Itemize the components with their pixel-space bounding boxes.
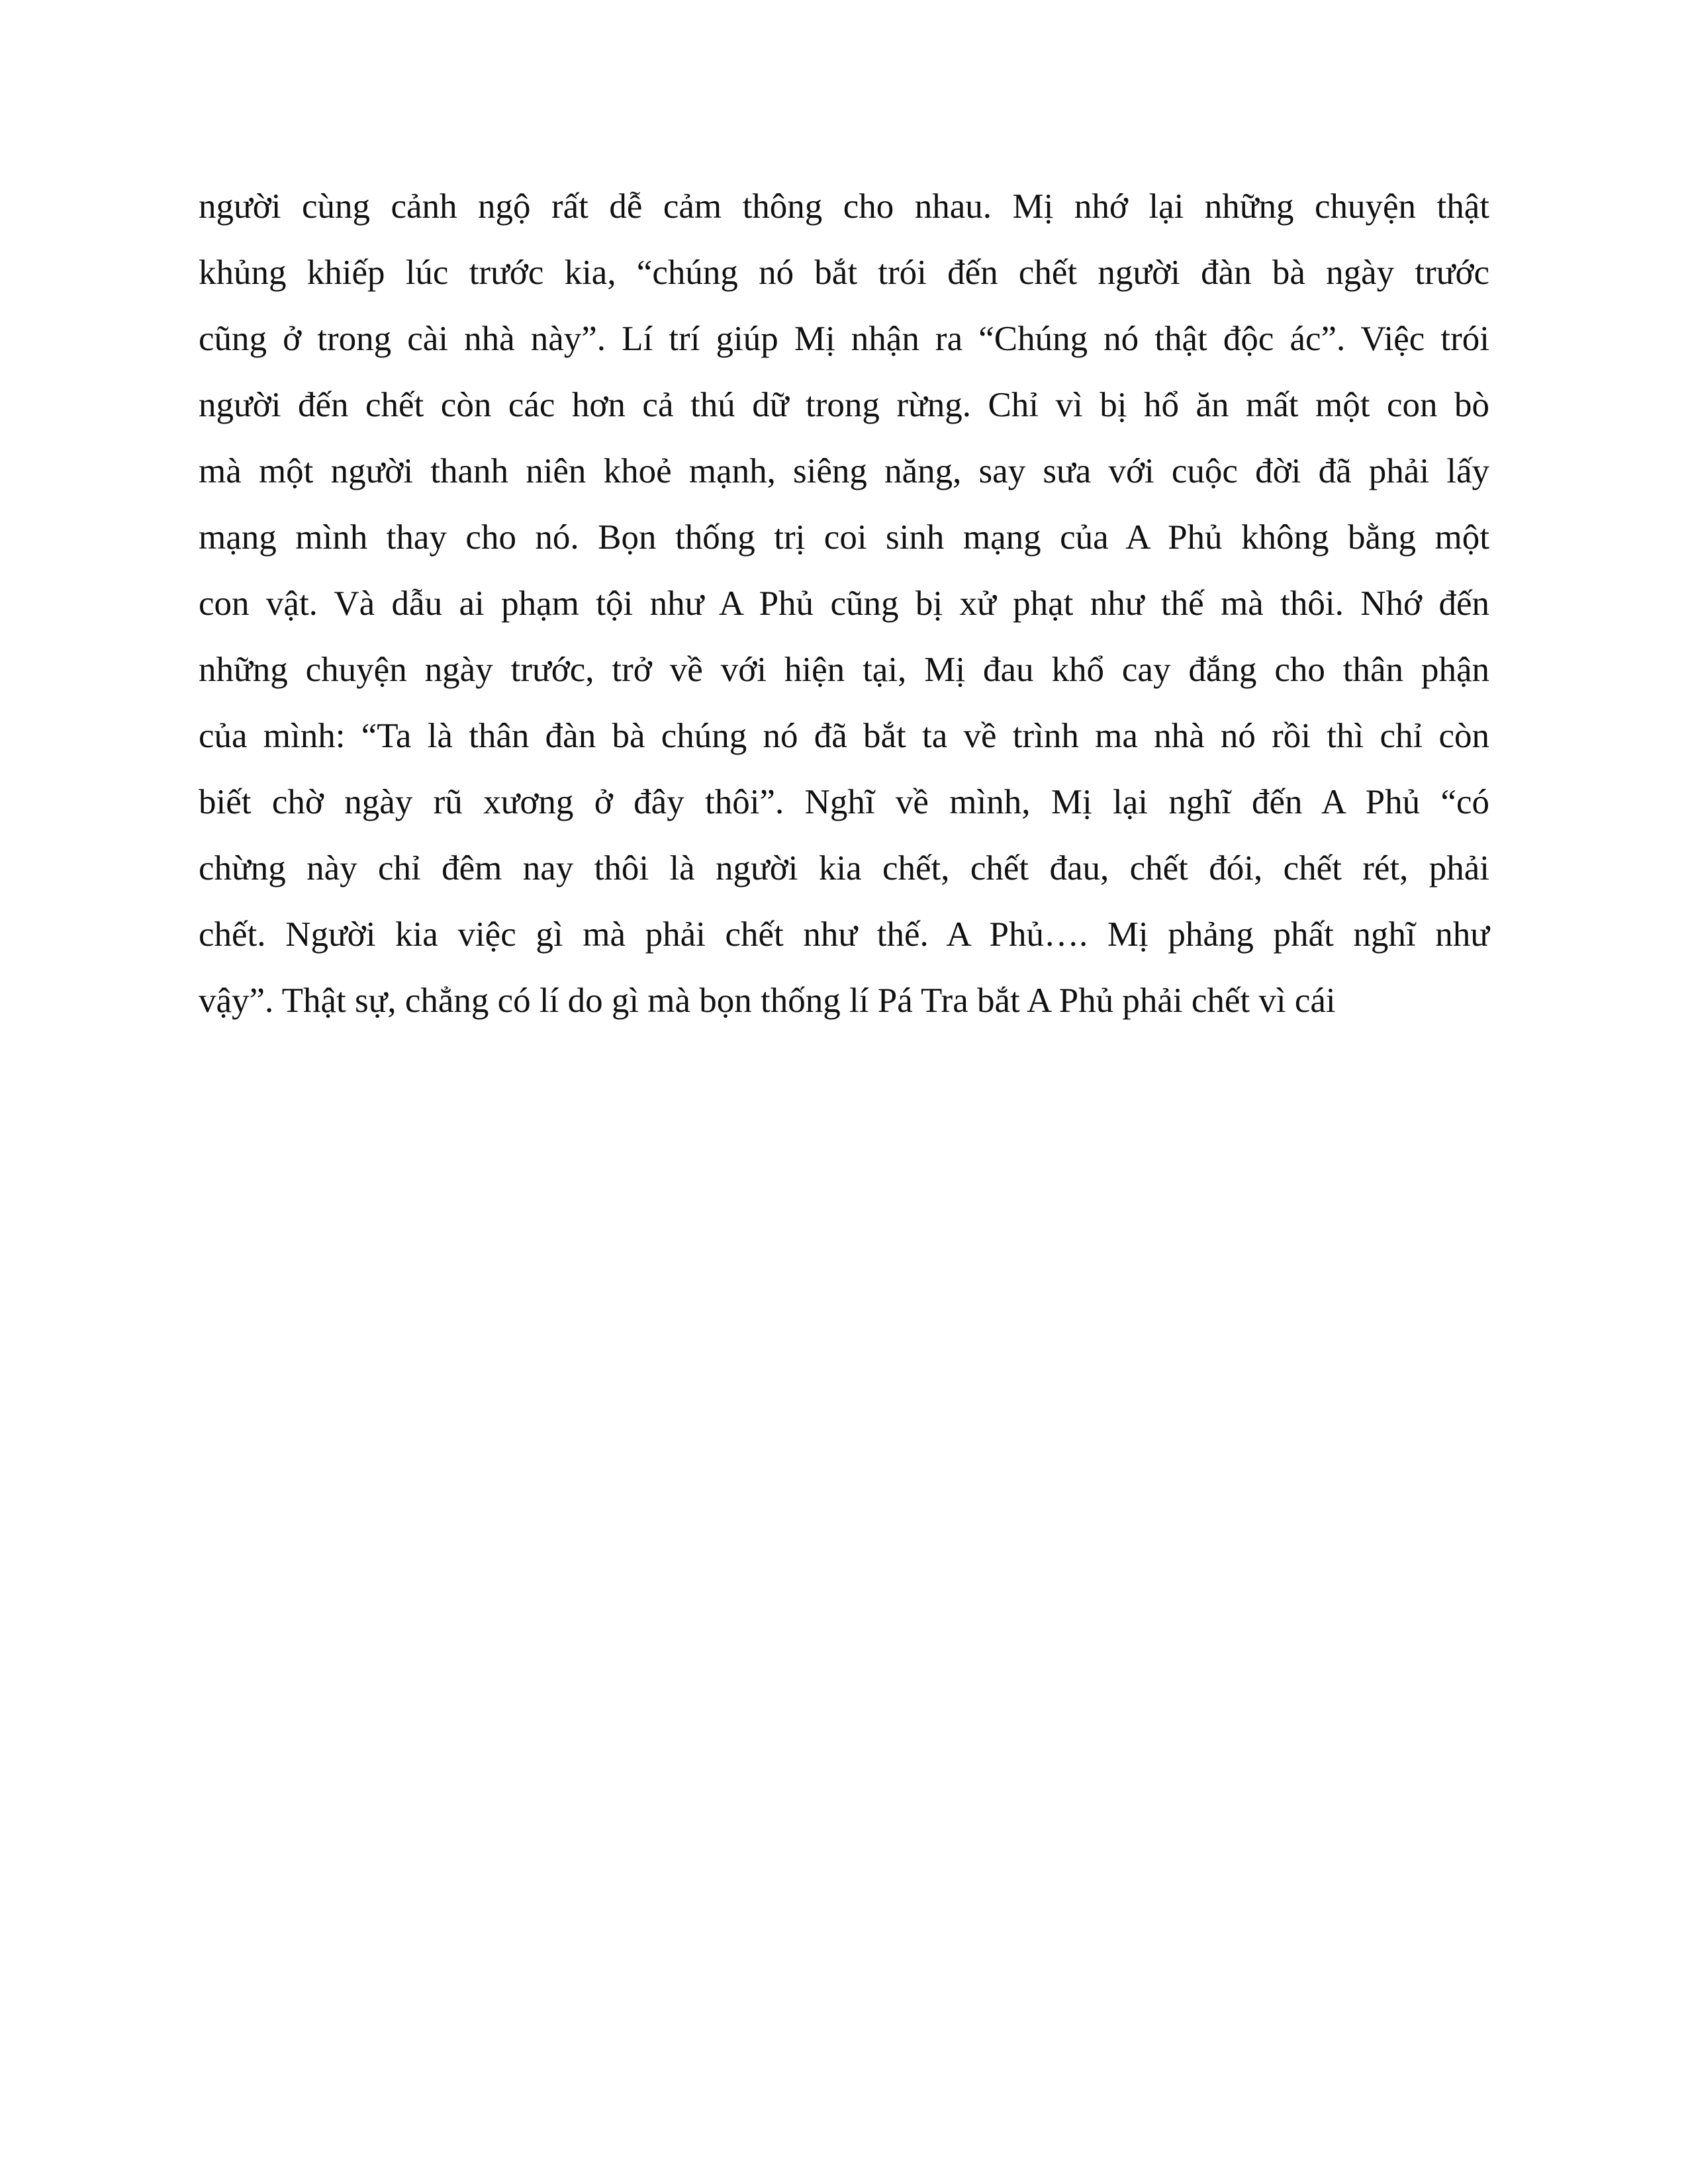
text-line: những chuyện ngày trước, trở về với hiện tại, Mị đau khổ cay đắng cho thân phận [199, 651, 1489, 689]
text-line: người đến chết còn các hơn cả thú dữ trong rừng. Chỉ vì bị hổ ăn mất một con bò [199, 386, 1489, 424]
text-line: biết chờ ngày rũ xương ở đây thôi”. Nghĩ về mình, Mị lại nghĩ đến A Phủ “có [199, 783, 1489, 821]
text-line: vậy”. Thật sự, chẳng có lí do gì mà bọn thống lí Pá Tra bắt A Phủ phải chết vì cái [199, 981, 1336, 1020]
text-line: mạng mình thay cho nó. Bọn thống trị coi sinh mạng của A Phủ không bằng một [199, 518, 1489, 557]
text-line: khủng khiếp lúc trước kia, “chúng nó bắt trói đến chết người đàn bà ngày trước [199, 253, 1489, 292]
text-line: chừng này chỉ đêm nay thôi là người kia chết, chết đau, chết đói, chết rét, phải [199, 849, 1489, 887]
text-line: người cùng cảnh ngộ rất dễ cảm thông cho nhau. Mị nhớ lại những chuyện thật [199, 187, 1489, 226]
text-line: chết. Người kia việc gì mà phải chết như thế. A Phủ…. Mị phảng phất nghĩ như [199, 915, 1489, 954]
text-line: cũng ở trong cài nhà này”. Lí trí giúp Mị nhận ra “Chúng nó thật độc ác”. Việc trói [199, 320, 1489, 358]
text-line: của mình: “Ta là thân đàn bà chúng nó đã bắt ta về trình ma nhà nó rồi thì chỉ còn [199, 717, 1489, 755]
body-paragraph [199, 173, 1489, 1034]
text-line: mà một người thanh niên khoẻ mạnh, siêng năng, say sưa với cuộc đời đã phải lấy [199, 452, 1489, 490]
text-line: con vật. Và dẫu ai phạm tội như A Phủ cũng bị xử phạt như thế mà thôi. Nhớ đến [199, 584, 1489, 623]
